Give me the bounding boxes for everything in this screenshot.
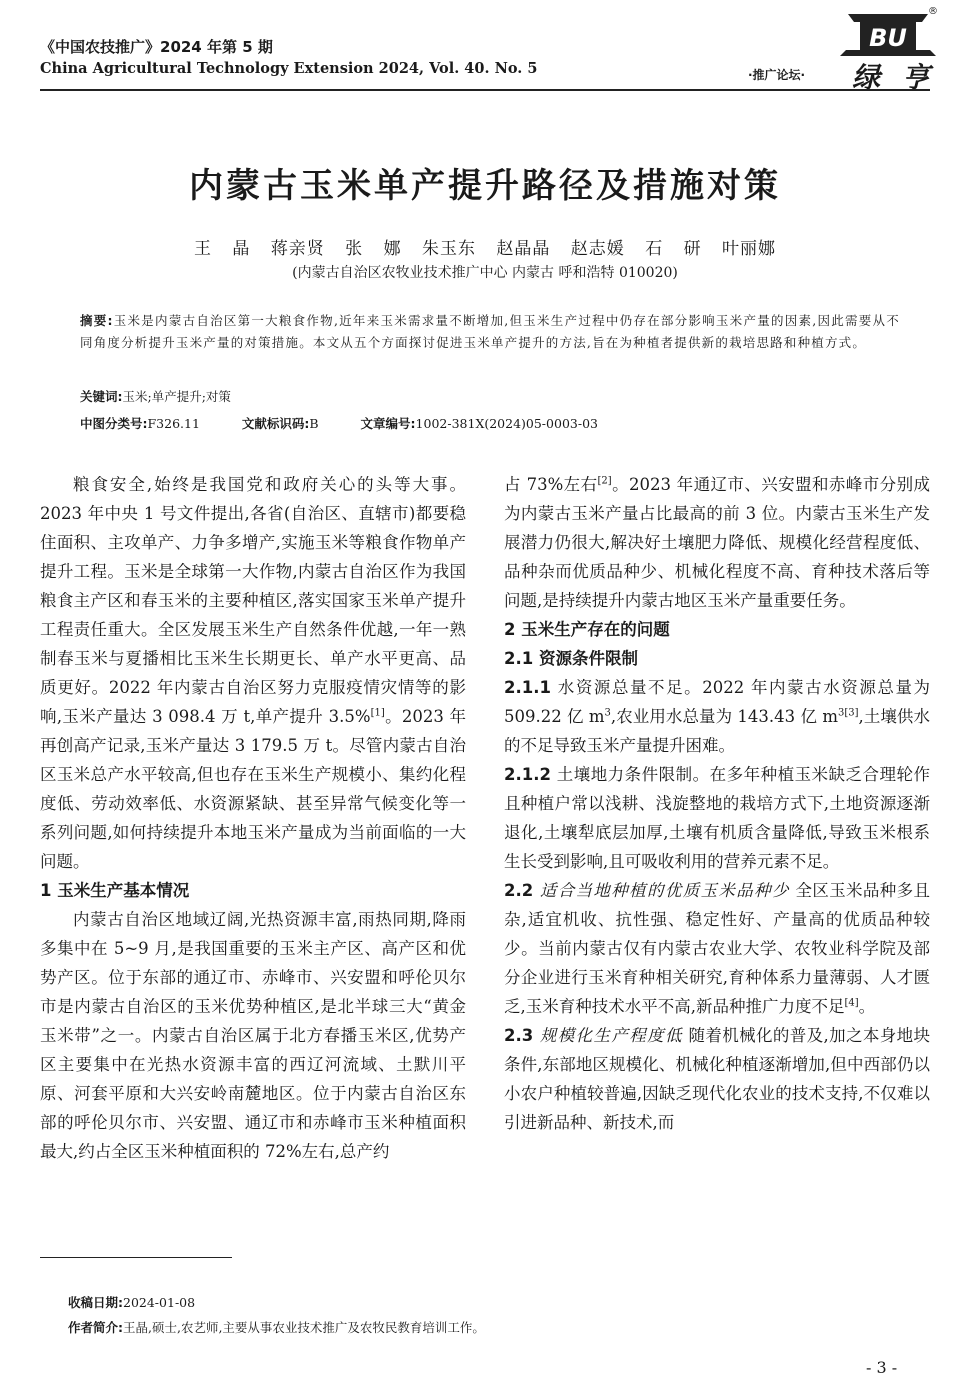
right-column (504, 470, 930, 1137)
text-2-3: 随着机械化的普及,加之本身地块条件,东部地区规模化、机械化种植逐渐增加,但中西部仍以小农户种植较普遍,因缺乏现代化农业的技术支持,不仅难以引进新品种、新技术,而 (504, 1026, 930, 1132)
text-2-1-1-b: ,农业用水总量为 143.43 亿 m (610, 707, 838, 726)
text-2-2-end: 。 (858, 997, 876, 1016)
logo-text: 绿 亨 (852, 61, 936, 94)
left-column (40, 470, 466, 1166)
classification-row (80, 414, 598, 432)
abstract-text: 玉米是内蒙古自治区第一大粮食作物,近年来玉米需求量不断增加,但玉米生产过程中仍存在部分影响玉米产量的因素,因此需要从不同角度分析提升玉米产量的对策措施。本文从五个方面探讨促进玉米单产提升的方法,旨在为种植者提供新的栽培思路和种植方式。 (80, 313, 900, 350)
citation-1: [1] (370, 707, 385, 719)
text-2-1-1-a: 水资源总量不足。2022 年内蒙古水资源总量为 509.22 亿 m (504, 678, 930, 726)
received-date (68, 1293, 195, 1311)
section-heading-2: 2 玉米生产存在的问题 (504, 620, 670, 639)
footnote-rule (40, 1257, 232, 1258)
section-heading-1: 1 玉米生产基本情况 (40, 881, 190, 900)
author-list: 王 晶 蒋亲贤 张 娜 朱玉东 赵晶晶 赵志媛 石 研 叶丽娜 (193, 239, 777, 259)
text-2-1-1-c: ,土壤供水的不足导致玉米产量提升困难。 (504, 707, 930, 755)
text-2-1-2: 土壤地力条件限制。在多年种植玉米缺乏合理轮作且种植户常以浅耕、浅旋整地的栽培方式下,土地资源逐渐退化,土壤犁底层加厚,土壤有机质含量降低,导致玉米根系生长受到影响,且可吸收利用的营养元素不足。 (504, 765, 930, 871)
page-number: - 3 - (866, 1358, 898, 1377)
keywords (80, 387, 231, 405)
paragraph-2-3 (504, 1021, 930, 1137)
paragraph-2-1-2 (504, 760, 930, 876)
section-tag: ·推广论坛· (748, 68, 806, 82)
registered-mark: ® (928, 6, 938, 17)
author-bio (68, 1318, 485, 1336)
heading-2-3: 规模化生产程度低 (533, 1026, 683, 1045)
section-1-paragraph: 内蒙古自治区地域辽阔,光热资源丰富,雨热同期,降雨多集中在 5~9 月,是我国重要的玉米主产区、高产区和优势产区。位于东部的通辽市、赤峰市、兴安盟和呼伦贝尔市是内蒙古自治区的玉米优势种植区,是北半球三大“黄金玉米带”之一。内蒙古自治区属于北方春播玉米区,优势产区主要集中在光热水资源丰富的西辽河流域、土默川平原、河套平原和大兴安岭南麓地区。位于内蒙古自治区东部的呼伦贝尔市、兴安盟、通辽市和赤峰市玉米种植面积最大,约占全区玉米种植面积的 72%左右,总产约 (40, 910, 466, 1161)
journal-title-cn: 《中国农技推广》2024 年第 5 期 (40, 38, 273, 56)
text-2-2: 全区玉米品种多且杂,适宜机收、抗性强、稳定性好、产量高的优质品种较少。当前内蒙古仅有内蒙古农业大学、农牧业科学院及部分企业进行玉米育种相关研究,育种体系力量薄弱、人才匮乏,玉米育种技术水平不高,新品种推广力度不足 (504, 881, 930, 1016)
doc-code-value: B (309, 416, 319, 431)
abstract (80, 310, 900, 354)
continued-paragraph (504, 470, 930, 615)
clc-label: 中图分类号: (80, 416, 148, 431)
citation-3: 3[3] (837, 707, 859, 719)
num-2-1-2: 2.1.2 (504, 765, 551, 784)
num-2-3: 2.3 (504, 1026, 534, 1045)
citation-2: [2] (597, 475, 612, 487)
affiliation: (内蒙古自治区农牧业技术推广中心 内蒙古 呼和浩特 010020) (292, 265, 678, 281)
received-label: 收稿日期: (68, 1295, 123, 1310)
subsection-2-1-text: 2.1 资源条件限制 (504, 649, 638, 668)
keywords-label: 关键词: (80, 389, 123, 404)
cont-text-b: 。2023 年通辽市、兴安盟和赤峰市分别成为内蒙古玉米产量占比最高的前 3 位。内蒙古玉米生产发展潜力仍很大,解决好土壤肥力降低、规模化经营程度低、品种杂而优质品种少、机械化程度不高、育种技术落后等问题,是持续提升内蒙古地区玉米产量重要任务。 (504, 475, 930, 610)
paragraph-2-1-1 (504, 673, 930, 760)
paragraph-2-2 (504, 876, 930, 1021)
article-title: 内蒙古玉米单产提升路径及措施对策 (189, 166, 781, 206)
header-rule (40, 89, 930, 91)
subsection-heading-2-1 (504, 644, 930, 673)
article-no-label: 文章编号: (360, 416, 416, 431)
heading-2-2: 适合当地种植的优质玉米品种少 (533, 881, 790, 900)
article-no-value: 1002-381X(2024)05-0003-03 (415, 416, 598, 431)
intro-paragraph (40, 470, 466, 876)
cont-text-a: 占 73%左右 (504, 475, 598, 494)
doc-code-label: 文献标识码: (241, 416, 310, 431)
citation-4: [4] (844, 997, 859, 1009)
clc-value: F326.11 (147, 416, 200, 431)
num-2-2: 2.2 (504, 881, 534, 900)
journal-title-en: China Agricultural Technology Extension 2024, Vol. 40. No. 5 (40, 60, 538, 77)
superscript-3: 3 (604, 707, 611, 719)
num-2-1-1: 2.1.1 (504, 678, 551, 697)
abstract-label: 摘要: (80, 313, 114, 328)
keywords-text: 玉米;单产提升;对策 (122, 389, 231, 404)
author-bio-text: 王晶,硕士,农艺师,主要从事农业技术推广及农牧民教育培训工作。 (123, 1320, 485, 1335)
received-value: 2024-01-08 (123, 1295, 196, 1310)
intro-text-b: 。2023 年再创高产记录,玉米产量达 3 179.5 万 t。尽管内蒙古自治区玉米总产水平较高,但也存在玉米生产规模小、集约化程度低、劳动效率低、水资源紧缺、甚至异常气候变化等一系列问题,如何持续提升本地玉米产量成为当前面临的一大问题。 (40, 707, 466, 871)
author-bio-label: 作者简介: (68, 1320, 123, 1335)
intro-text-a: 粮食安全,始终是我国党和政府关心的头等大事。2023 年中央 1 号文件提出,各省(自治区、直辖市)都要稳住面积、主攻单产、力争多增产,实施玉米等粮食作物单产提升工程。玉米是全球第一大作物,内蒙古自治区作为我国粮食主产区和春玉米的主要种植区,落实国家玉米单产提升工程责任重大。全区发展玉米生产自然条件优越,一年一熟制春玉米与夏播相比玉米生长期更长、单产水平更高、品质更好。2022 年内蒙古自治区努力克服疫情灾情等的影响,玉米产量达 3 098.4 万 t,单产提升 3.5% (40, 475, 466, 726)
logo-letters: BU (869, 24, 907, 52)
